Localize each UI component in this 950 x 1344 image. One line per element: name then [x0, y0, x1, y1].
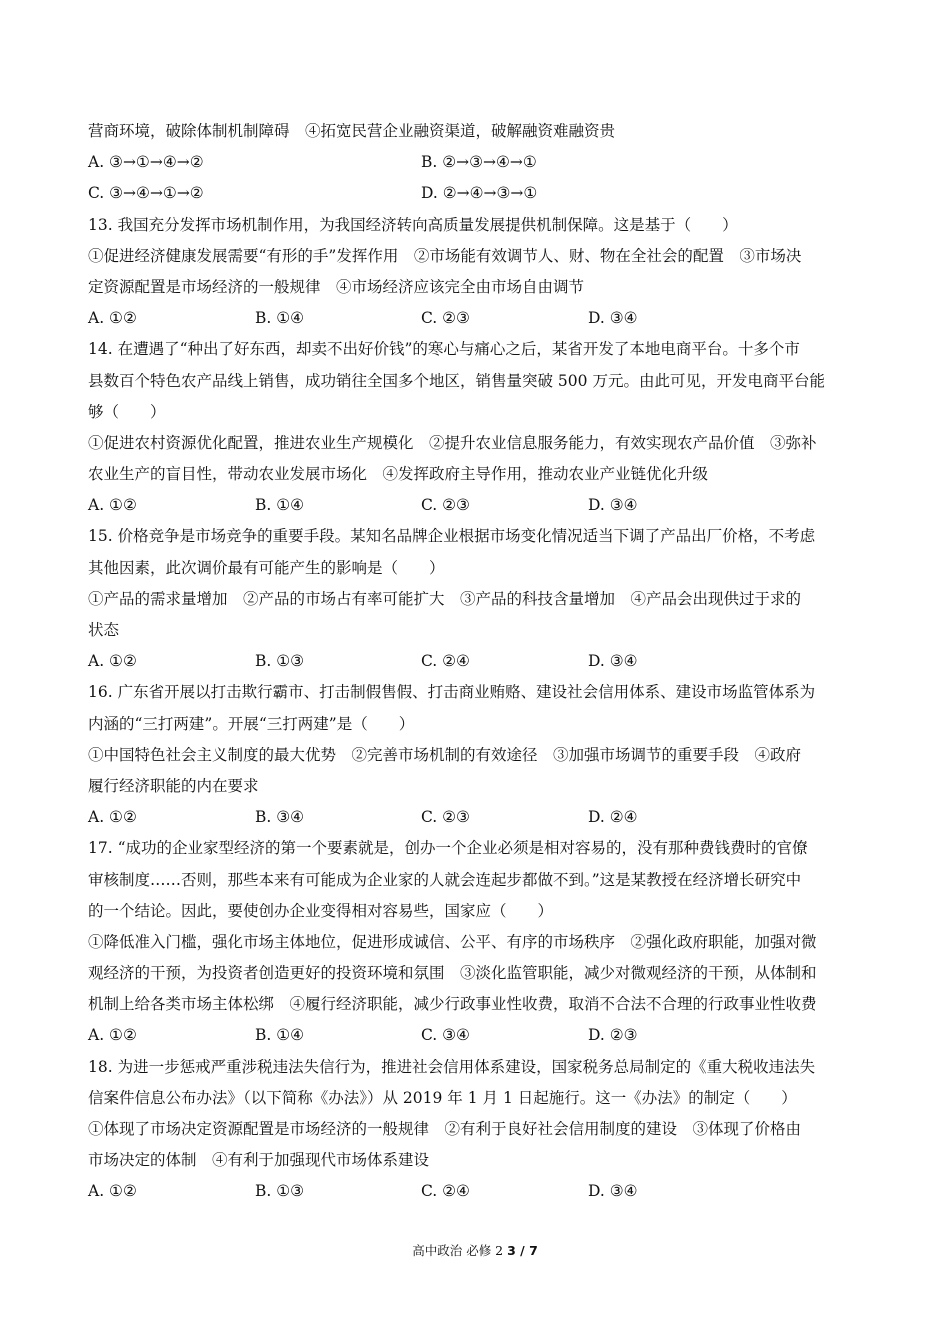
question-list — [88, 210, 864, 1208]
question-text-line: 县数百个特色农产品线上销售，成功销往全国多个地区，销售量突破 500 万元。由此可见，开发电商平台能 — [88, 371, 825, 390]
answer-option-b: B. ③④ — [255, 808, 305, 827]
answer-option-c: C. ②③ — [421, 309, 470, 328]
question-text-line: 其他因素，此次调价最有可能产生的影响是（ ） — [88, 558, 445, 577]
intro-option-b: B. ②→③→④→① — [421, 153, 537, 172]
answer-option-d: D. ③④ — [588, 496, 638, 515]
answer-option-d: D. ②④ — [588, 808, 638, 827]
question-text-line: 够（ ） — [88, 402, 166, 421]
question-text-line: 内涵的“三打两建”。开展“三打两建”是（ ） — [88, 714, 415, 733]
answer-option-b: B. ①④ — [255, 309, 305, 328]
answer-options — [88, 802, 864, 833]
question-text-line: ①体现了市场决定资源配置是市场经济的一般规律 ②有利于良好社会信用制度的建设 ③体现了价格由 — [88, 1120, 802, 1138]
answer-options — [88, 1020, 864, 1051]
answer-option-c: C. ②③ — [421, 496, 470, 515]
intro-option-d: D. ②→④→③→① — [421, 184, 538, 203]
question-block — [88, 210, 864, 335]
question-text-line: ①促进农村资源优化配置，推进农业生产规模化 ②提升农业信息服务能力，有效实现农产品价值 ③弥补 — [88, 433, 817, 452]
question-text-line: 机制上给各类市场主体松绑 ④履行经济职能，减少行政事业性收费，取消不合法不合理的行政事业性收费 — [88, 995, 817, 1014]
answer-option-b: B. ①④ — [255, 1026, 305, 1045]
question-stem: 15. 价格竞争是市场竞争的重要手段。某知名品牌企业根据市场变化情况适当下调了产品出厂价格，不考虑 — [88, 527, 816, 546]
question-block — [88, 1052, 864, 1208]
answer-option-c: C. ②④ — [421, 1182, 470, 1201]
answer-option-a: A. ①② — [88, 1182, 137, 1201]
answer-option-c: C. ③④ — [421, 1026, 470, 1045]
answer-option-a: A. ①② — [88, 808, 137, 827]
intro-option-a: A. ③→①→④→② — [88, 153, 204, 172]
question-text-line: 状态 — [88, 621, 120, 639]
answer-option-a: A. ①② — [88, 652, 137, 671]
question-text-line: 信案件信息公布办法》（以下简称《办法》）从 2019 年 1 月 1 日起施行。这一《办法》的制定（ ） — [88, 1088, 797, 1107]
question-text-line: ①促进经济健康发展需要“有形的手”发挥作用 ②市场能有效调节人、财、物在全社会的配置 ③市场决 — [88, 246, 802, 265]
answer-option-d: D. ③④ — [588, 309, 638, 328]
question-stem: 17. “成功的企业家型经济的第一个要素就是，创办一个企业必须是相对容易的，没有那种费钱费时的官僚 — [88, 839, 808, 858]
question-text-line: 审核制度……否则，那些本来有可能成为企业家的人就会连起步都做不到。”这是某教授在经济增长研究中 — [88, 870, 802, 889]
answer-option-c: C. ②③ — [421, 808, 470, 827]
answer-options — [88, 303, 864, 334]
answer-options — [88, 490, 864, 521]
question-stem: 14. 在遭遇了“种出了好东西，却卖不出好价钱”的寒心与痛心之后，某省开发了本地电商平台。十多个市 — [88, 340, 800, 359]
question-text-line: ①中国特色社会主义制度的最大优势 ②完善市场机制的有效途径 ③加强市场调节的重要手段 ④政府 — [88, 745, 802, 764]
question-stem: 18. 为进一步惩戒严重涉税违法失信行为，推进社会信用体系建设，国家税务总局制定的《重大税收违法失 — [88, 1057, 816, 1076]
question-text-line: 观经济的干预，为投资者创造更好的投资环境和氛围 ③淡化监管职能，减少对微观经济的干预，从体制和 — [88, 964, 817, 983]
question-text-line: 农业生产的盲目性，带动农业发展市场化 ④发挥政府主导作用，推动农业产业链优化升级 — [88, 465, 709, 484]
intro-options-row-1 — [88, 147, 864, 178]
question-block — [88, 677, 864, 833]
intro-options-row-2 — [88, 178, 864, 209]
footer-page-number: 3 / 7 — [507, 1243, 538, 1258]
question-block — [88, 833, 864, 1051]
question-text-line: 市场决定的体制 ④有利于加强现代市场体系建设 — [88, 1151, 430, 1170]
answer-option-a: A. ①② — [88, 309, 137, 328]
footer-subject: 高中政治 必修 2 — [412, 1243, 504, 1258]
question-text-line: 定资源配置是市场经济的一般规律 ④市场经济应该完全由市场自由调节 — [88, 277, 585, 296]
question-block — [88, 334, 864, 521]
answer-option-d: D. ②③ — [588, 1026, 638, 1045]
answer-option-a: A. ①② — [88, 496, 137, 515]
answer-option-d: D. ③④ — [588, 1182, 638, 1201]
question-text-line: ①产品的需求量增加 ②产品的市场占有率可能扩大 ③产品的科技含量增加 ④产品会出现供过于求的 — [88, 589, 802, 608]
answer-option-a: A. ①② — [88, 1026, 137, 1045]
answer-option-c: C. ②④ — [421, 652, 470, 671]
question-stem: 13. 我国充分发挥市场机制作用，为我国经济转向高质量发展提供机制保障。这是基于（ ） — [88, 215, 738, 234]
answer-option-b: B. ①③ — [255, 652, 305, 671]
answer-options — [88, 1176, 864, 1207]
answer-option-b: B. ①③ — [255, 1182, 305, 1201]
question-stem: 16. 广东省开展以打击欺行霸市、打击制假售假、打击商业贿赂、建设社会信用体系、建设市场监管体系为 — [88, 683, 816, 702]
question-text-line: ①降低准入门槛，强化市场主体地位，促进形成诚信、公平、有序的市场秩序 ②强化政府职能，加强对微 — [88, 932, 817, 951]
exam-page — [88, 116, 864, 1208]
answer-option-b: B. ①④ — [255, 496, 305, 515]
page-footer — [0, 1241, 950, 1259]
intro-line: 营商环境，破除体制机制障碍 ④拓宽民营企业融资渠道，破解融资难融资贵 — [88, 122, 616, 140]
question-block — [88, 521, 864, 677]
question-text-line: 的一个结论。因此，要使创办企业变得相对容易些，国家应（ ） — [88, 901, 554, 920]
answer-option-d: D. ③④ — [588, 652, 638, 671]
intro-option-c: C. ③→④→①→② — [88, 184, 204, 203]
answer-options — [88, 646, 864, 677]
question-text-line: 履行经济职能的内在要求 — [88, 776, 259, 795]
